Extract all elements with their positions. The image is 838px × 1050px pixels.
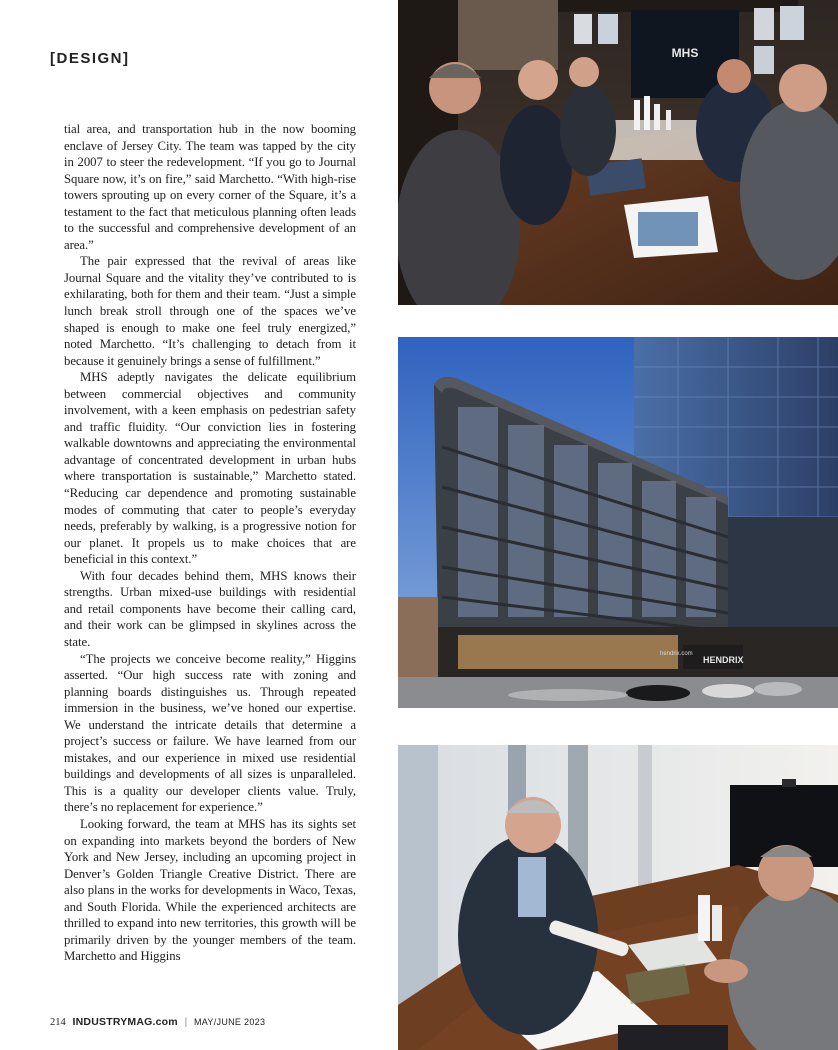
building-sign: HENDRIX xyxy=(703,655,744,665)
photo-architects-reviewing-plans xyxy=(398,745,838,1050)
article-paragraph: “The projects we conceive become reality,” Higgins asserted. “Our high success rate with zoning and planning boards distinguishes us. Through repeated immersion in the business, we’ve honed our expertise. We understand the intricate details that determine a project’s success or failure. We have learned from our mistakes, and our experience in mixed use residential buildings and developments of all sizes is unparalleled. This is a quality our developer clients value. Truly, there’s no replacement for experience.” xyxy=(64,651,356,815)
article-paragraph: The pair expressed that the revival of areas like Journal Square and the vitality they’ve contributed to is exhilarating, both for them and their team. “Just a simple lunch break stroll through one of the spaces we’ve shaped is enough to make one feel truly energized,” noted Marchetto. “It’s challenging to detach from it because it genuinely brings a sense of fulfillment.” xyxy=(64,254,356,368)
article-paragraph: MHS adeptly navigates the delicate equilibrium between commercial objectives and community involvement, with a keen emphasis on pedestrian safety and traffic fluidity. “Our conviction lies in fostering walkable downtowns and appreciating the environmental advantage of concentrated development in urban hubs where transportation is sustainable,” Marchetto stated. “Reducing car dependence and promoting sustainable modes of commuting that cater to people’s everyday needs, preferably by walking, is a progressive notion for our planet. It propels us to make choices that are beneficial in this context.” xyxy=(64,370,356,567)
article-paragraph: tial area, and transportation hub in the now booming enclave of Jersey City. The team was tapped by the city in 2007 to steer the redevelopment. “If you go to Journal Square now, it’s on fire,” said Marchetto. “With high-rise towers sprouting up on every corner of the Square, it’s a testament to the fact that meticulous planning often leads to the successful and comprehensive development of an area.” xyxy=(64,122,356,252)
photo-conference-meeting xyxy=(398,0,838,305)
article-body xyxy=(64,121,356,965)
section-tag: [DESIGN] xyxy=(50,50,130,67)
storefront-text: hendrix.com xyxy=(660,651,693,657)
page-footer xyxy=(50,1016,265,1028)
article-paragraph: Looking forward, the team at MHS has its sights set on expanding into markets beyond the borders of New York and New Jersey, including an upcoming project in Denver’s Golden Triangle Creative District. There are also plans in the works for developments in Waco, Texas, and South Florida. While the experienced architects are thrilled to expand into new territories, this growth will be primarily driven by the younger members of the team. Marchetto and Higgins xyxy=(64,816,356,964)
footer-site-link[interactable]: INDUSTRYMAG.com xyxy=(72,1016,178,1028)
page-number: 214 xyxy=(50,1017,66,1028)
photo-building-exterior xyxy=(398,337,838,708)
article-paragraph: With four decades behind them, MHS knows their strengths. Urban mixed-use buildings with residential and retail components have become their calling card, and their work can be glimpsed in skylines across the state. xyxy=(64,568,356,649)
footer-issue-date: MAY/JUNE 2023 xyxy=(194,1017,266,1027)
footer-separator: | xyxy=(184,1017,188,1028)
tv-logo: MHS xyxy=(671,46,699,60)
